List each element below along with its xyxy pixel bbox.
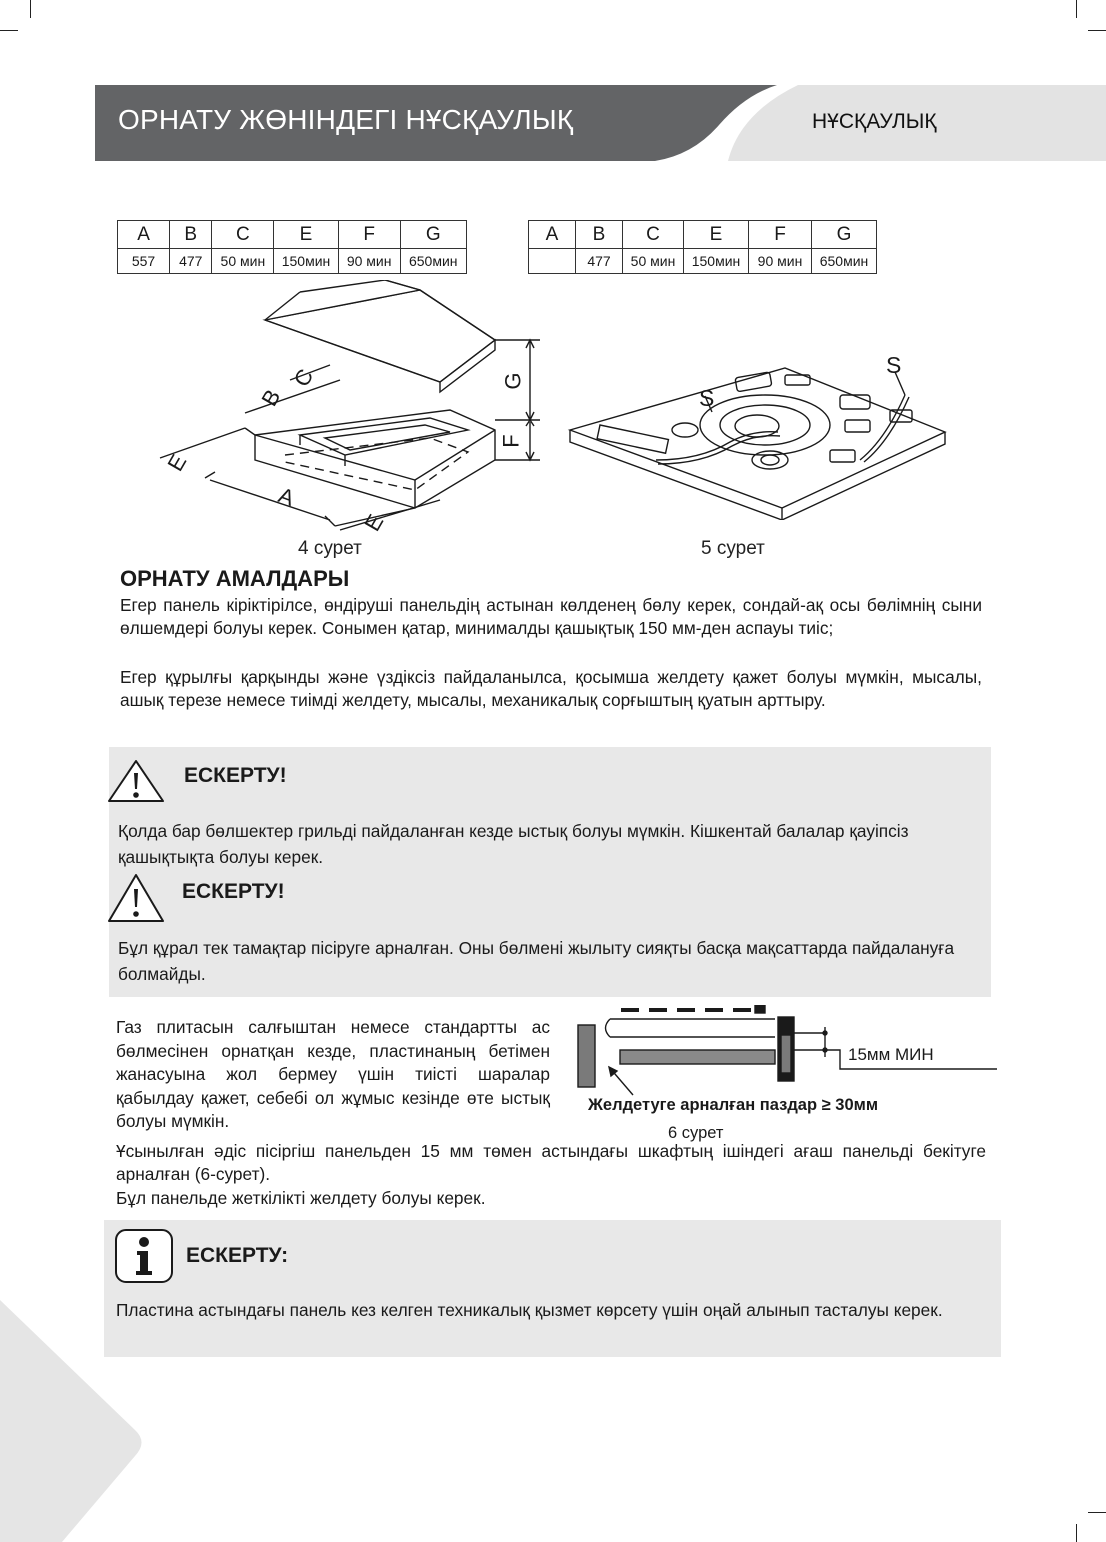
- crop-mark: [1076, 0, 1077, 18]
- table-header-cell: B: [170, 221, 212, 249]
- table-header-cell: F: [338, 221, 400, 249]
- table-value-cell: 477: [576, 249, 623, 274]
- table-header-cell: A: [529, 221, 576, 249]
- table-header-cell: B: [576, 221, 623, 249]
- crop-mark: [1088, 1512, 1106, 1513]
- paragraph: Газ плитасын салғыштан немесе стандартты ас бөлмесінен орнатқан кезде, пластинаның бетімен жанасуына жол бермеу үшін тиісті шаралар қабылдау қажет, себебі ол жұмыс кезінде өте ыстық болуы мүмкін.: [116, 1017, 550, 1132]
- table-value-cell: 50 мин: [623, 249, 684, 274]
- figure-4-caption: 4 сурет: [298, 538, 362, 559]
- figure-5-caption: 5 сурет: [701, 538, 765, 559]
- warning-icon: [106, 758, 166, 804]
- dimensions-table-right: [528, 220, 877, 274]
- note-panel: [104, 1220, 1001, 1357]
- table-value-cell: 477: [170, 249, 212, 274]
- note-title: ЕСКЕРТУ:: [186, 1244, 289, 1267]
- warning-title: ЕСКЕРТУ!: [182, 880, 285, 903]
- table-value-cell: 650мин: [812, 249, 877, 274]
- installation-diagram: [150, 280, 560, 535]
- gas-pipe-label-s: S: [699, 385, 715, 411]
- info-icon: [114, 1228, 174, 1284]
- dimension-label-g: G: [500, 372, 526, 390]
- warning-text: Қолда бар бөлшектер грильді пайдаланған кезде ыстық болуы мүмкін. Кішкентай балалар қауіпсіз қашықтықта болуы керек.: [118, 821, 909, 867]
- min-distance-label: 15мм МИН: [848, 1045, 934, 1064]
- dimension-label-f: F: [498, 434, 524, 448]
- dimension-label-b: B: [256, 385, 286, 411]
- warning-text: Бұл құрал тек тамақтар пісіруге арналған. Оны бөлмені жылыту сияқты басқа мақсаттарда пайдалануға болмайды.: [118, 938, 955, 984]
- figure-6-caption: 6 сурет: [668, 1124, 724, 1142]
- table-header-cell: E: [274, 221, 338, 249]
- warning-icon: [106, 872, 166, 924]
- table-header-cell: A: [118, 221, 170, 249]
- table-value-cell: 90 мин: [749, 249, 812, 274]
- page-title: ОРНАТУ ЖӨНІНДЕГІ НҰСҚАУЛЫҚ: [118, 104, 574, 135]
- table-value-cell: [529, 249, 576, 274]
- table-header-cell: C: [623, 221, 684, 249]
- crop-mark: [0, 30, 18, 31]
- crop-mark: [30, 0, 31, 18]
- paragraph: Бұл панельде жеткілікті желдету болуы керек.: [116, 1188, 486, 1208]
- table-value-cell: 90 мин: [338, 249, 400, 274]
- table-value-cell: 650мин: [400, 249, 466, 274]
- dimension-label-e-left: E: [162, 450, 192, 476]
- table-header-cell: E: [684, 221, 749, 249]
- dimension-label-e-right: E: [359, 510, 389, 536]
- note-text: Пластина астындағы панель кез келген техникалық қызмет көрсету үшін оңай алынып тасталуы керек.: [116, 1300, 943, 1320]
- crop-mark: [1076, 1524, 1077, 1542]
- table-value-cell: 150мин: [684, 249, 749, 274]
- dimension-label-a: A: [275, 482, 298, 511]
- dimension-label-c: C: [288, 364, 319, 391]
- paragraph: Ұсынылған әдіс пісіргіш панельден 15 мм төмен астындағы шкафтың ішіндегі ағаш панельді бекітуге арналған (6-сурет).: [116, 1141, 986, 1185]
- table-header-cell: G: [812, 221, 877, 249]
- table-header-cell: C: [212, 221, 274, 249]
- table-value-cell: 557: [118, 249, 170, 274]
- gas-pipe-label-s: S: [886, 352, 902, 378]
- section-tab-label: НҰСҚАУЛЫҚ: [812, 110, 937, 133]
- dimensions-table-left: [117, 220, 467, 274]
- warning-title: ЕСКЕРТУ!: [184, 764, 287, 787]
- table-value-cell: 50 мин: [212, 249, 274, 274]
- table-value-cell: 150мин: [274, 249, 338, 274]
- paragraph: Егер панель кіріктірілсе, өндіруші панельдің астынан көлденең бөлу керек, сондай-ақ осы бөлімнің сыни өлшемдері болуы керек. Сонымен қатар, минималды қашықтық 150 мм-ден аспауы тиіс;: [120, 595, 982, 639]
- section-title: ОРНАТУ АМАЛДАРЫ: [120, 566, 350, 591]
- ventilation-caption: Желдетуге арналған паздар ≥ 30мм: [588, 1096, 879, 1114]
- table-header-cell: F: [749, 221, 812, 249]
- crop-mark: [1088, 30, 1106, 31]
- table-header-cell: G: [400, 221, 466, 249]
- ventilation-diagram: [575, 1005, 1000, 1097]
- paragraph: Егер құрылғы қарқынды және үздіксіз пайдаланылса, қосымша желдету қажет болуы мүмкін, мысалы, ашық терезе немесе тиімді желдету, мысалы, механикалық сорғыштың қуатын арттыру.: [120, 667, 982, 711]
